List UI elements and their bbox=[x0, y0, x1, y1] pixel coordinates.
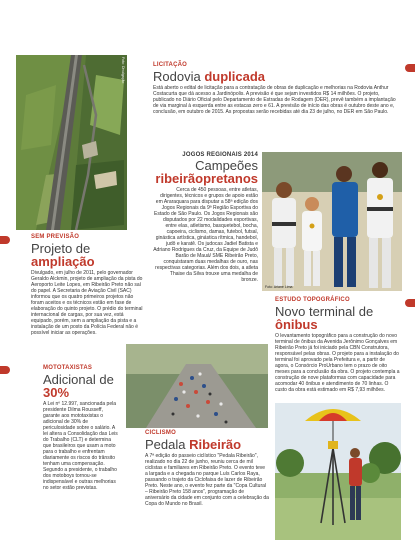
jogos-headline bbox=[152, 159, 258, 185]
section-marker bbox=[0, 236, 10, 244]
licitacao-headline bbox=[153, 70, 401, 83]
photo-credit: Foto: Divulgação bbox=[121, 57, 125, 84]
licitacao-body: Está aberto o edital de licitação para a contratação de obras de duplicação e melhorias na Rodovia Anthur Costacurta que dá acesso a Jardinópolis. A previsão é que sejam investidos R$ 14 milhões. O projeto, publicado no Diário Oficial pelo Departamento de Estradas de Rodagem (DER), prevê também a implantação de via marginal à esquerda entre as estacas zero e 61. A previsão de início das obras é outubro deste ano e, conclusão, em outubro de 2015. As propostas serão recebidas até dia 23 de julho, no DER em São Paulo. bbox=[153, 85, 396, 115]
cyclists-photo bbox=[126, 344, 268, 428]
jogos-headline-b: ribeirãopretanos bbox=[155, 171, 258, 186]
terminal-headline-a: Novo terminal de bbox=[275, 304, 374, 319]
ciclismo-article bbox=[145, 430, 269, 507]
motos-headline bbox=[43, 373, 119, 399]
ciclismo-headline-b: Ribeirão bbox=[189, 437, 242, 452]
aerial-airport-photo bbox=[16, 55, 127, 230]
section-marker bbox=[0, 366, 10, 374]
aviacao-headline bbox=[31, 242, 145, 268]
jogos-headline-a: Campeões bbox=[195, 158, 258, 173]
athletes-photo bbox=[262, 152, 402, 291]
terminal-kicker: ESTUDO TOPOGRÁFICO bbox=[275, 297, 350, 303]
motos-article bbox=[43, 365, 119, 491]
section-marker bbox=[405, 64, 415, 72]
aviacao-kicker: SEM PREVISÃO bbox=[31, 234, 80, 240]
licitacao-article bbox=[153, 62, 401, 115]
photo-credit: Foto: Ariane Lima bbox=[265, 285, 293, 289]
ciclismo-kicker: CICLISMO bbox=[145, 430, 176, 436]
motos-headline-b: 30% bbox=[43, 385, 70, 400]
ciclismo-headline bbox=[145, 438, 269, 451]
ciclismo-body: A 7ª edição do passeio ciclístico "Pedala Ribeirão", realizado no dia 22 de junho, reuniu cerca de mil ciclistas e familiares em Ribeirão Preto. O evento teve a largada e a chegada no parque Luís Carlos Raya, passando o trajeto da Ciclofaixa de lazer de Ribeirão Preto. Neste ano, o evento fez parte da "Copa Cultural – Ribeirão Preto 158 anos", programação de aniversário da cidade em conjunto com a celebração da Copa do Mundo no Brasil. bbox=[145, 453, 269, 507]
terminal-body: O levantamento topográfico para a construção do novo terminal de ônibus da Avenida Jerônimo Gonçalves em Ribeirão Preto já foi iniciado pela CBN Construtora, responsável pelas obras. O projeto para a instalação do terminal foi aprovado pela Prefeitura e, a partir de agora, o Consórcio ProUrbano tem o prazo de oito meses para a conclusão da obra. O projeto contempla a construção de nove plataformas com capacidade para acomodar 40 ônibus e atendimento de 70 linhas. O custo da obra está estimado em R$ 7,93 milhões. bbox=[275, 333, 400, 393]
jogos-kicker: JOGOS REGIONAIS 2014 bbox=[182, 152, 258, 158]
terminal-headline-b: ônibus bbox=[275, 317, 318, 332]
jogos-body: Cerca de 450 pessoas, entre atletas, dirigentes, técnicos e grupos de apoio estão em Araraquara para disputar a 58ª edição dos Jogos Regionais da 9ª Região Esportiva do Estado de São Paulo. Os Jogos Regionais são disputados por 22 modalidades esportivas, entre elas, atletismo, basquetebol, bocha, capoeira, ciclismo, damas, futebol, futsal, ginástica artística, ginástica rítmica, handebol, judô e karatê. Os judocas Jadiel Batista e Adriano Rodrigues da Cruz, da Equipe de Judô Barão de Mauá/ SME Ribeirão Preto, conquistaram duas medalhas de ouro, nas respectivas categorias. Além dos dois, a atleta Thaise da Silva trouxe uma medalha de bronze. bbox=[153, 187, 258, 283]
aviacao-headline-a: Projeto de bbox=[31, 241, 91, 256]
motos-kicker: MOTOTAXISTAS bbox=[43, 365, 93, 371]
surveyor-photo bbox=[275, 403, 401, 540]
jogos-article bbox=[152, 152, 258, 283]
aviacao-article bbox=[31, 234, 145, 336]
section-marker bbox=[405, 299, 415, 307]
motos-body: A Lei nº 12.997, sancionada pela presidente Dilma Rousseff, garante aos mototaxistas o adicional de 30% de periculosidade sobre o salário. A lei altera a Consolidação das Leis do Trabalho (CLT) e determina que brasileiros que usam a moto para o trabalho e enfrentam diariamente os riscos do trânsito tenham uma compensação. Segundo a presidente, o trabalho dos motoboys tornou-se indispensável e outras melhorias no setor estão previstas. bbox=[43, 401, 118, 491]
terminal-article bbox=[275, 297, 400, 393]
motos-headline-a: Adicional de bbox=[43, 372, 114, 387]
licitacao-headline-b: duplicada bbox=[204, 69, 265, 84]
licitacao-kicker: LICITAÇÃO bbox=[153, 62, 188, 68]
aviacao-headline-b: ampliação bbox=[31, 254, 95, 269]
licitacao-headline-a: Rodovia bbox=[153, 69, 205, 84]
ciclismo-headline-a: Pedala bbox=[145, 437, 190, 452]
aviacao-body: Divulgado, em julho de 2011, pelo governador Geraldo Alckmin, projeto de ampliação da pista do Aeroporto Leite Lopes, em Ribeirão Preto não saí do papel. A Secretaria de Aviação Civil (SAC) informou que os quatro primeiros projetos não foram aceitos e os técnicos estão em fase de elaboração do quinto projeto. O prédio do terminal internacional de cargas, por sua vez, está equipado, porém, sem a ampliação da pista e a instalação de um posto da Polícia Federal não é possível iniciar as operações. bbox=[31, 270, 143, 336]
terminal-headline bbox=[275, 305, 400, 331]
